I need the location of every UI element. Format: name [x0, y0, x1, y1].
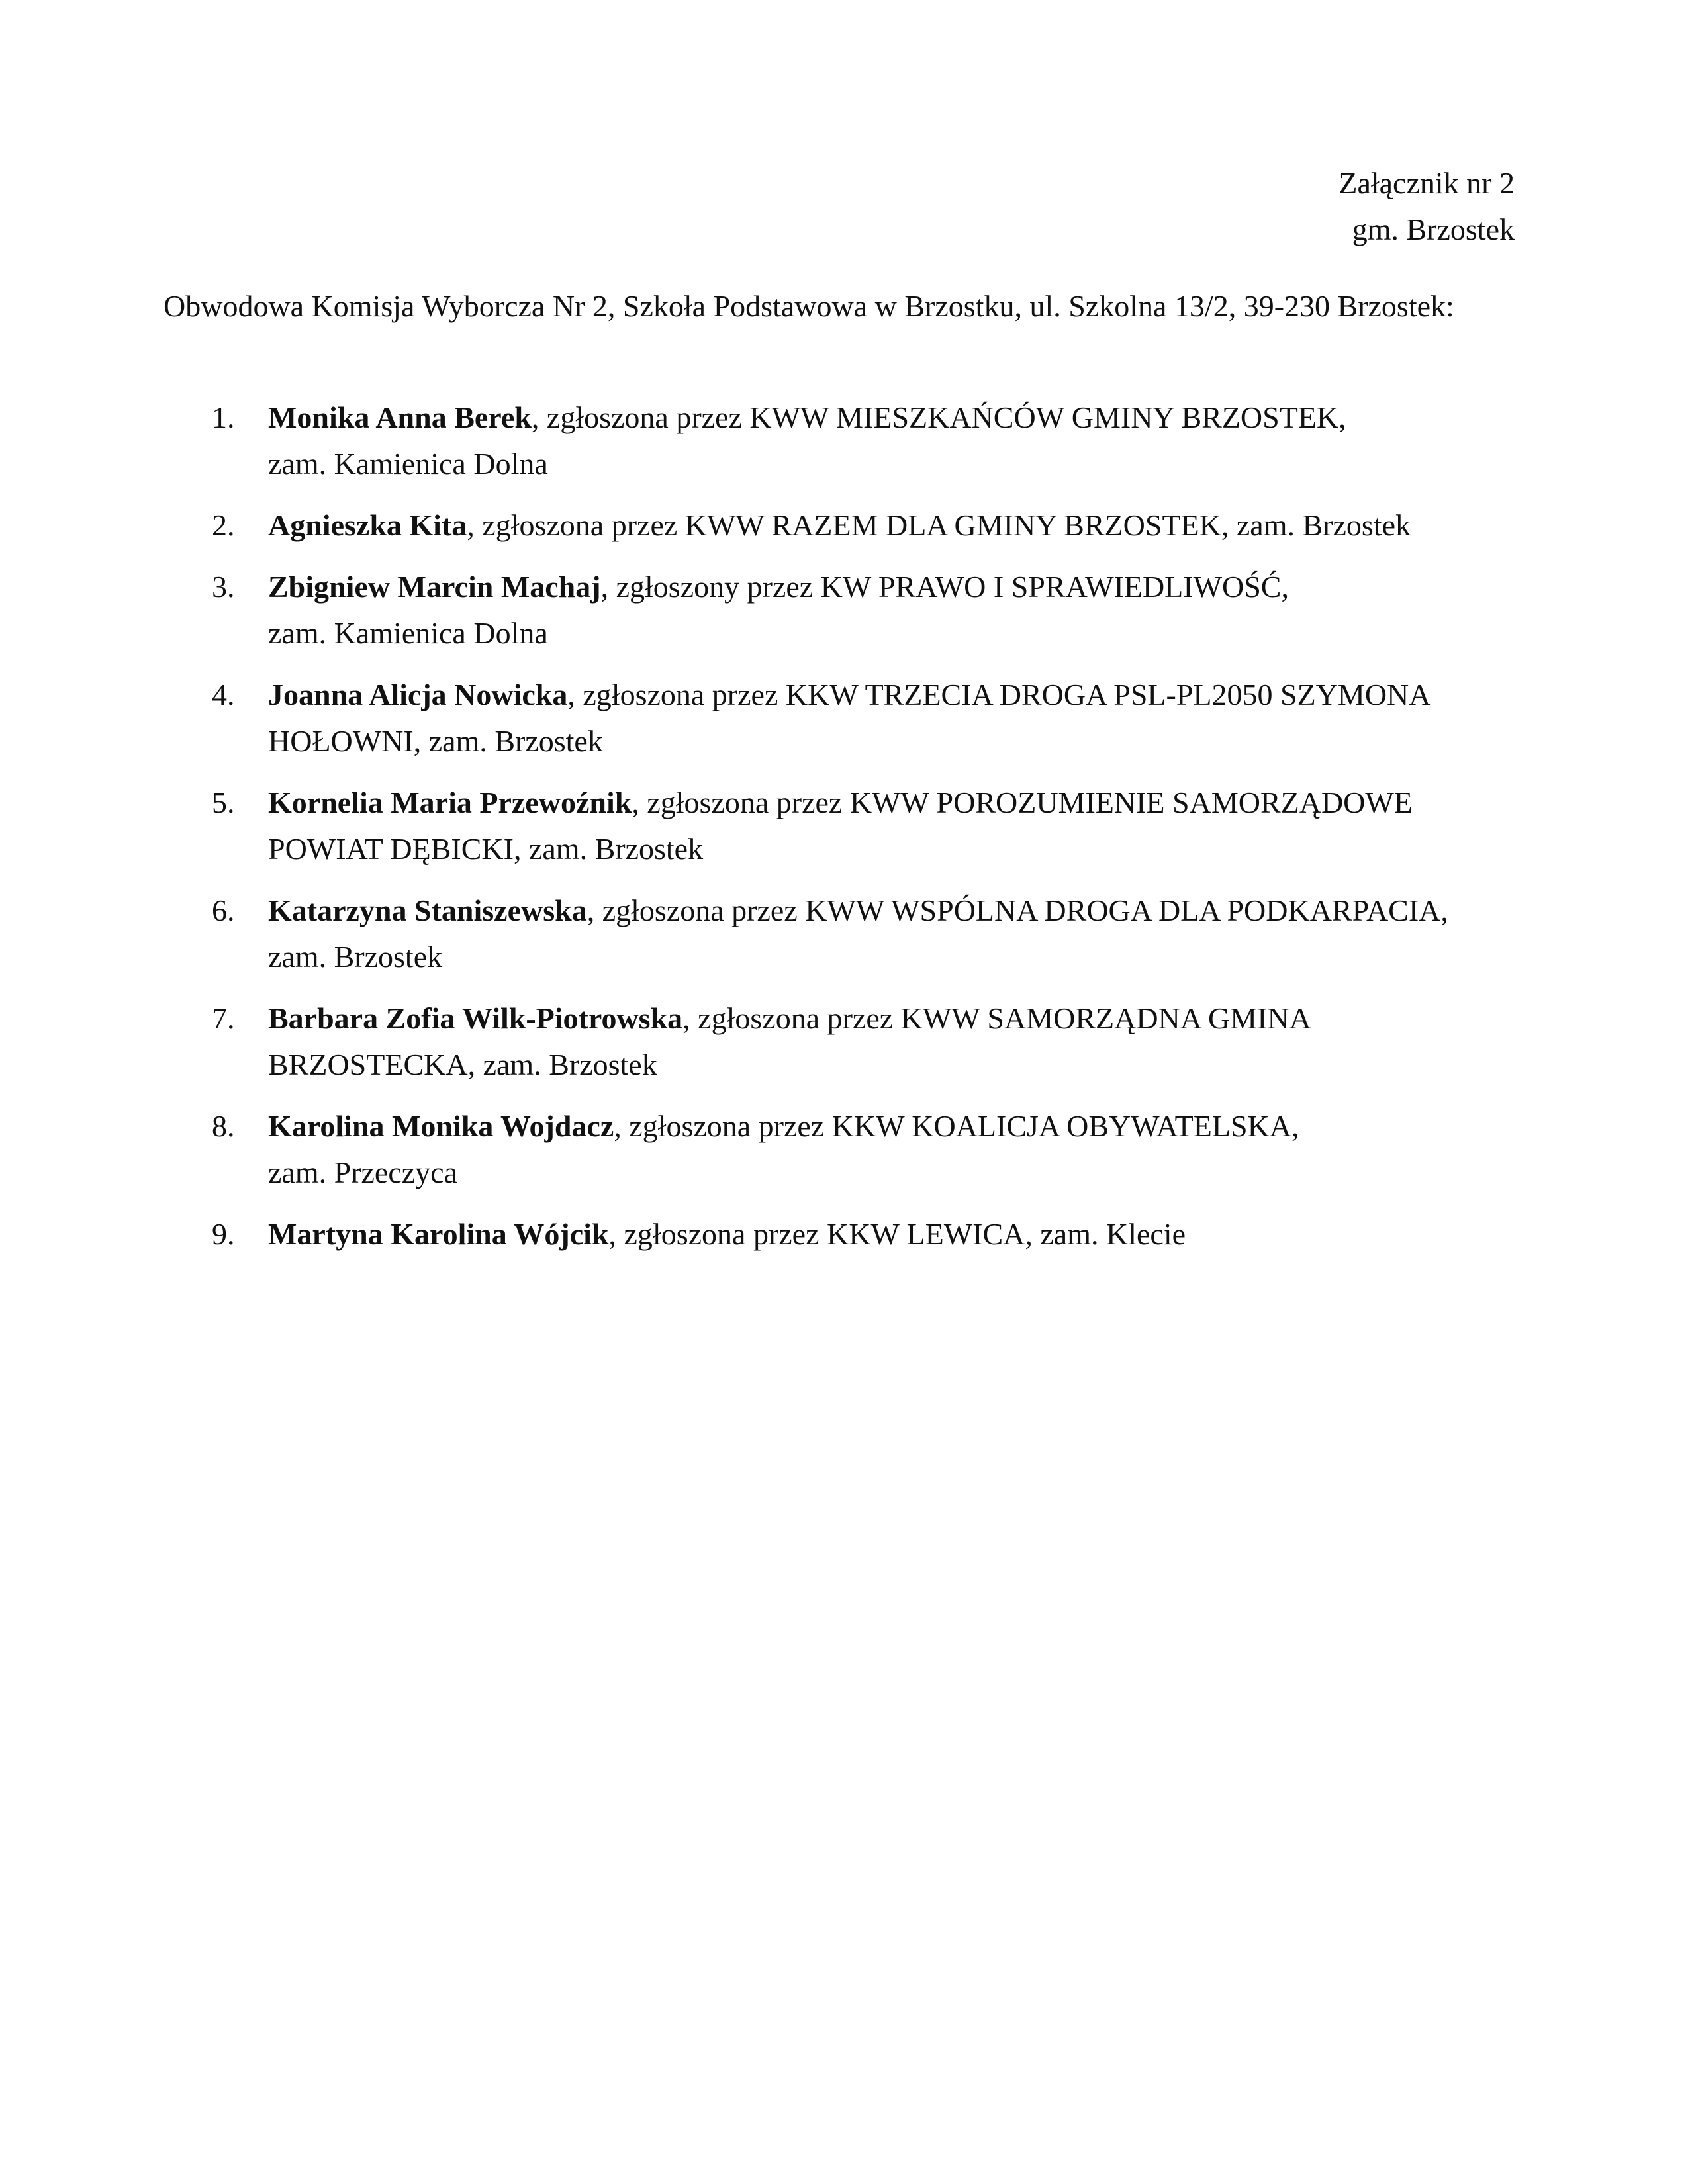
member-entry-line: [268, 672, 1509, 718]
member-entry-text: [268, 394, 1509, 487]
member-nomination-details: , zgłoszona przez KWW SAMORZĄDNA GMINA: [682, 1001, 1311, 1035]
member-number: 7.: [212, 1001, 235, 1035]
commission-member-list: [212, 394, 1509, 1273]
member-nomination-details: , zgłoszona przez KKW LEWICA, zam. Klecie: [608, 1217, 1186, 1251]
member-entry-text: [268, 1103, 1509, 1196]
member-address-line: zam. Kamienica Dolna: [268, 616, 548, 650]
member-number: 3.: [212, 570, 235, 604]
commission-description: Obwodowa Komisja Wyborcza Nr 2, Szkoła Podstawowa w Brzostku, ul. Szkolna 13/2, 39-230 Brzostek:: [164, 289, 1454, 323]
member-nomination-details: , zgłoszona przez KWW MIESZKAŃCÓW GMINY BRZOSTEK,: [531, 400, 1346, 434]
member-entry-line: [268, 995, 1509, 1042]
member-entry-text: [268, 672, 1509, 764]
member-nomination-details: , zgłoszona przez KKW KOALICJA OBYWATELSKA,: [614, 1109, 1299, 1143]
member-nomination-details: , zgłoszona przez KWW WSPÓLNA DROGA DLA PODKARPACIA,: [586, 893, 1448, 927]
member-list-item: [212, 995, 1509, 1088]
member-address-line: zam. Brzostek: [268, 940, 443, 974]
member-address-line: zam. Przeczyca: [268, 1156, 458, 1189]
member-address-line: zam. Kamienica Dolna: [268, 447, 548, 480]
member-address-line: BRZOSTECKA, zam. Brzostek: [268, 1048, 657, 1081]
member-list-item: [212, 502, 1509, 549]
member-address-line: HOŁOWNI, zam. Brzostek: [268, 724, 603, 758]
member-entry-text: [268, 1211, 1509, 1257]
member-number: 5.: [212, 786, 235, 819]
member-list-item: [212, 394, 1509, 487]
member-list-item: [212, 564, 1509, 657]
member-list-item: [212, 672, 1509, 764]
member-number: 2.: [212, 508, 235, 542]
attachment-number: Załącznik nr 2: [1338, 166, 1515, 200]
attachment-header: [1338, 160, 1515, 253]
member-name: Zbigniew Marcin Machaj: [268, 570, 601, 604]
member-entry-line: [268, 1103, 1509, 1150]
member-name: Karolina Monika Wojdacz: [268, 1109, 614, 1143]
member-entry-text: [268, 780, 1509, 872]
member-list-item: [212, 887, 1509, 980]
member-number: 8.: [212, 1109, 235, 1143]
member-name: Barbara Zofia Wilk-Piotrowska: [268, 1001, 683, 1035]
member-number: 4.: [212, 678, 235, 711]
member-name: Monika Anna Berek: [268, 400, 532, 434]
member-entry-line: [268, 1211, 1509, 1257]
member-entry-line: [268, 780, 1509, 826]
member-number: 6.: [212, 893, 235, 927]
member-entry-text: [268, 564, 1509, 657]
member-name: Katarzyna Staniszewska: [268, 893, 587, 927]
municipality-label: gm. Brzostek: [1352, 212, 1515, 246]
member-name: Joanna Alicja Nowicka: [268, 678, 568, 711]
member-list-item: [212, 1103, 1509, 1196]
member-list-item: [212, 780, 1509, 872]
member-nomination-details: , zgłoszona przez KWW POROZUMIENIE SAMORZĄDOWE: [632, 786, 1413, 819]
member-entry-text: [268, 502, 1509, 549]
member-name: Agnieszka Kita: [268, 508, 467, 542]
member-entry-text: [268, 995, 1509, 1088]
member-nomination-details: , zgłoszony przez KW PRAWO I SPRAWIEDLIWOŚĆ,: [600, 570, 1289, 604]
member-entry-line: [268, 887, 1509, 934]
member-name: Kornelia Maria Przewoźnik: [268, 786, 632, 819]
member-entry-line: [268, 394, 1509, 441]
member-list-item: [212, 1211, 1509, 1257]
member-entry-text: [268, 887, 1509, 980]
member-number: 9.: [212, 1217, 235, 1251]
member-nomination-details: , zgłoszona przez KWW RAZEM DLA GMINY BRZOSTEK, zam. Brzostek: [467, 508, 1411, 542]
member-entry-line: [268, 564, 1509, 610]
member-entry-line: [268, 502, 1509, 549]
member-number: 1.: [212, 400, 235, 434]
member-nomination-details: , zgłoszona przez KKW TRZECIA DROGA PSL-PL2050 SZYMONA: [567, 678, 1431, 711]
member-address-line: POWIAT DĘBICKI, zam. Brzostek: [268, 832, 704, 866]
member-name: Martyna Karolina Wójcik: [268, 1217, 609, 1251]
